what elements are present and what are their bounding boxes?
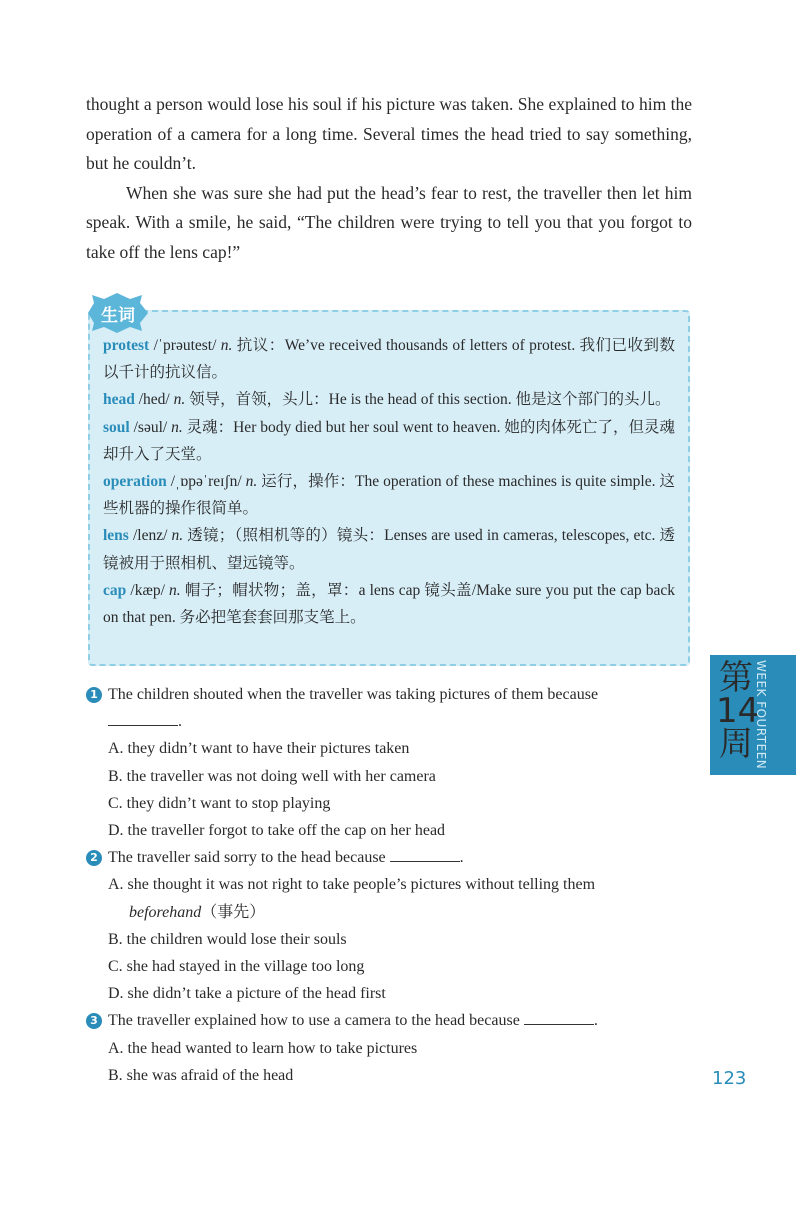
vocab-phonetic: /ˈprəutest/ bbox=[149, 337, 221, 354]
answer-option[interactable]: A. she thought it was not right to take people’s pictures without telling them bbox=[108, 876, 596, 894]
question-end: . bbox=[178, 713, 182, 731]
vocab-pos: n. bbox=[171, 418, 183, 436]
question-text: The traveller explained how to use a camera to the head because bbox=[108, 1012, 520, 1030]
reading-passage bbox=[86, 90, 692, 267]
question-text: The children shouted when the traveller was taking pictures of them because bbox=[108, 686, 599, 703]
vocab-badge-label: 生词 bbox=[101, 306, 135, 326]
vocab-definition: 帽子；帽状物；盖，罩：a lens cap 镜头盖/Make sure you put the cap back on that pen. 务必把笔套套回那支笔上。 bbox=[103, 581, 676, 627]
vocab-entry bbox=[103, 414, 675, 468]
answer-option[interactable]: A. they didn’t want to have their pictures taken bbox=[108, 740, 410, 758]
gloss: （事先） bbox=[201, 903, 266, 921]
question-number-badge: 3 bbox=[86, 1013, 102, 1029]
vocab-entry bbox=[103, 332, 675, 386]
vocab-pos: n. bbox=[171, 527, 184, 545]
answer-blank[interactable] bbox=[108, 709, 178, 726]
answer-blank[interactable] bbox=[524, 1008, 594, 1025]
answer-option[interactable]: C. she had stayed in the village too long bbox=[108, 958, 365, 976]
passage-paragraph: When she was sure she had put the head’s fear to rest, the traveller then let him speak. With a smile, he said, “The children were trying to tell you that you forgot to take off the lens cap!” bbox=[86, 182, 692, 262]
vocab-phonetic: /ˌɒpəˈreɪʃn/ bbox=[166, 473, 246, 491]
vocab-pos: n. bbox=[245, 473, 258, 491]
vocab-entry bbox=[103, 386, 675, 413]
vocab-pos: n. bbox=[169, 581, 181, 599]
question-number-badge: 1 bbox=[86, 687, 102, 703]
question-number-badge: 2 bbox=[86, 850, 102, 866]
question-stem bbox=[86, 681, 692, 735]
question-end: . bbox=[593, 1012, 598, 1030]
answer-option[interactable]: B. the traveller was not doing well with her camera bbox=[108, 767, 436, 785]
vocab-word: lens bbox=[103, 527, 129, 545]
vocab-pos: n. bbox=[173, 391, 186, 409]
vocab-definition: 运行，操作：The operation of these machines is quite simple. 这些机器的操作很简单。 bbox=[103, 473, 675, 518]
answer-blank[interactable] bbox=[390, 845, 460, 862]
week-label: 第14周 bbox=[716, 658, 760, 764]
vocab-phonetic: /səul/ bbox=[129, 418, 172, 436]
vocab-definition: 透镜；（照相机等的）镜头：Lenses are used in cameras, telescopes, etc. 透镜被用于照相机、望远镜等。 bbox=[103, 527, 675, 572]
answer-option[interactable]: D. she didn’t take a picture of the head first bbox=[108, 985, 386, 1003]
vocab-entry bbox=[103, 522, 675, 576]
passage-paragraph: thought a person would lose his soul if his picture was taken. She explained to him the operation of a camera for a long time. Several times the head tried to say something, but he couldn’t. bbox=[86, 94, 692, 173]
vocab-entry bbox=[103, 468, 675, 522]
question-text: The traveller said sorry to the head because bbox=[108, 849, 386, 867]
question-stem bbox=[86, 844, 692, 871]
questions-section bbox=[86, 681, 692, 1089]
vocab-definition: 抗议：We’ve received thousands of letters of protest. 我们已收到数以千计的抗议信。 bbox=[103, 337, 675, 382]
italic-word: beforehand bbox=[129, 903, 202, 921]
vocab-list bbox=[103, 332, 675, 631]
vocab-pos: n. bbox=[220, 337, 233, 354]
vocab-word: operation bbox=[103, 473, 167, 491]
answer-option[interactable]: B. she was afraid of the head bbox=[108, 1066, 294, 1084]
vocab-word: head bbox=[103, 391, 135, 409]
vocab-definition: 灵魂：Her body died but her soul went to heaven. 她的肉体死亡了，但灵魂却升入了天堂。 bbox=[103, 418, 675, 463]
vocab-word: cap bbox=[103, 581, 127, 599]
question-end: . bbox=[459, 849, 464, 867]
vocab-entry bbox=[103, 577, 675, 631]
vocab-word: protest bbox=[103, 337, 150, 354]
answer-option[interactable]: C. they didn’t want to stop playing bbox=[108, 794, 331, 812]
vocab-phonetic: /lenz/ bbox=[128, 527, 172, 545]
answer-option[interactable]: D. the traveller forgot to take off the cap on her head bbox=[108, 822, 446, 840]
question-stem bbox=[86, 1007, 692, 1034]
answer-option[interactable]: B. the children would lose their souls bbox=[108, 930, 347, 948]
page-number: 123 bbox=[712, 1068, 747, 1089]
answer-option-continued bbox=[86, 899, 692, 926]
vocab-phonetic: /hed/ bbox=[134, 391, 174, 409]
week-label-english: WEEK FOURTEEN bbox=[754, 660, 768, 770]
vocab-phonetic: /kæp/ bbox=[126, 581, 170, 599]
vocab-definition: 领导，首领，头儿：He is the head of this section. 他是这个部门的头儿。 bbox=[185, 391, 671, 409]
answer-option[interactable]: A. the head wanted to learn how to take pictures bbox=[108, 1039, 418, 1057]
vocab-word: soul bbox=[103, 418, 130, 436]
